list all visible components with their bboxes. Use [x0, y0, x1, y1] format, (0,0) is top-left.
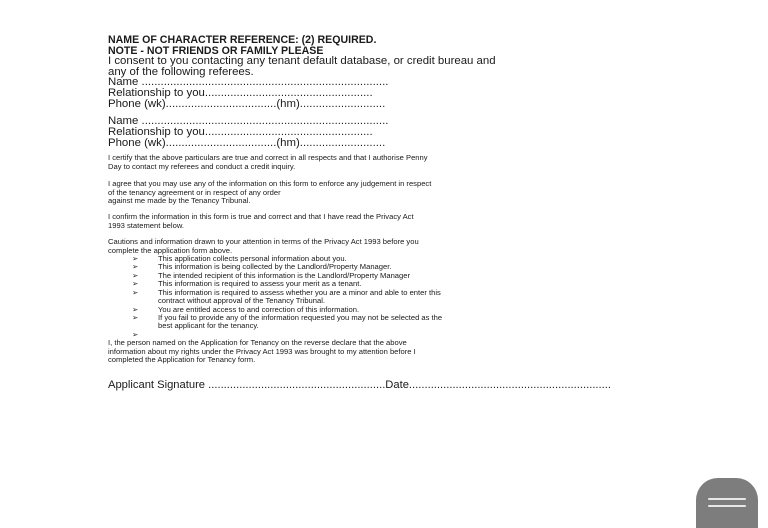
arrow-bullet-icon: ➢ [132, 271, 139, 280]
arrow-bullet-icon: ➢ [132, 262, 139, 271]
cautions-line-1: Cautions and information drawn to your attention in terms of the Privacy Act 1993 before you [108, 237, 419, 246]
ref1-phone-field: Phone (wk)...................................(hm)........................... [108, 98, 386, 110]
applicant-signature-line: Applicant Signature .........................................................Date................................................................. [108, 379, 611, 391]
ref1-name-field: Name .............................................................................. [108, 76, 389, 88]
confirm-line-1: I confirm the information in this form is true and correct and that I have read the Privacy Act [108, 212, 414, 221]
heading-line-1: NAME OF CHARACTER REFERENCE: (2) REQUIRED. [108, 34, 377, 46]
bullet-text: The intended recipient of this information is the Landlord/Property Manager [158, 271, 411, 280]
arrow-bullet-icon: ➢ [132, 288, 139, 297]
declare-line-2: information about my rights under the Privacy Act 1993 was brought to my attention before I [108, 347, 416, 356]
bullet-text: This information is required to assess whether you are a minor and able to enter this [158, 288, 441, 297]
bullet-text: If you fail to provide any of the information requested you may not be selected as the [158, 313, 443, 322]
menu-bar [708, 505, 746, 507]
agree-line-3: against me made by the Tenancy Tribunal. [108, 196, 251, 205]
bullet-text: You are entitled access to and correction of this information. [158, 305, 360, 314]
ref2-name-field: Name .............................................................................. [108, 115, 389, 127]
certify-line-1: I certify that the above particulars are true and correct in all respects and that I authorise Penny [108, 153, 428, 162]
confirm-line-2: 1993 statement below. [108, 221, 184, 230]
bullet-text-continued: contract without approval of the Tenancy Tribunal. [158, 296, 326, 305]
cautions-line-2: complete the application form above. [108, 246, 233, 255]
arrow-bullet-icon: ➢ [132, 330, 139, 339]
heading-line-2: NOTE - NOT FRIENDS OR FAMILY PLEASE [108, 45, 324, 57]
ref2-phone-field: Phone (wk)...................................(hm)........................... [108, 137, 386, 149]
bullet-text-continued: best applicant for the tenancy. [158, 321, 259, 330]
bullet-text: This application collects personal information about you. [158, 254, 347, 263]
bullet-text: This information is required to assess your merit as a tenant. [158, 279, 362, 288]
ref1-relationship-field: Relationship to you..................................................... [108, 87, 373, 99]
agree-line-1: I agree that you may use any of the information on this form to enforce any judgement in respect [108, 179, 432, 188]
certify-line-2: Day to contact my referees and conduct a credit inquiry. [108, 162, 296, 171]
agree-line-2: of the tenancy agreement or in respect of any order [108, 188, 281, 197]
consent-line-2: any of the following referees. [108, 66, 254, 78]
arrow-bullet-icon: ➢ [132, 279, 139, 288]
arrow-bullet-icon: ➢ [132, 313, 139, 322]
bullet-text: This information is being collected by the Landlord/Property Manager. [158, 262, 392, 271]
ref2-relationship-field: Relationship to you..................................................... [108, 126, 373, 138]
declare-line-1: I, the person named on the Application for Tenancy on the reverse declare that the above [108, 338, 407, 347]
menu-bar [708, 498, 746, 500]
menu-icon[interactable] [696, 478, 758, 528]
arrow-bullet-icon: ➢ [132, 305, 139, 314]
declare-line-3: completed the Application for Tenancy form. [108, 355, 256, 364]
consent-line-1: I consent to you contacting any tenant default database, or credit bureau and [108, 55, 496, 67]
arrow-bullet-icon: ➢ [132, 254, 139, 263]
